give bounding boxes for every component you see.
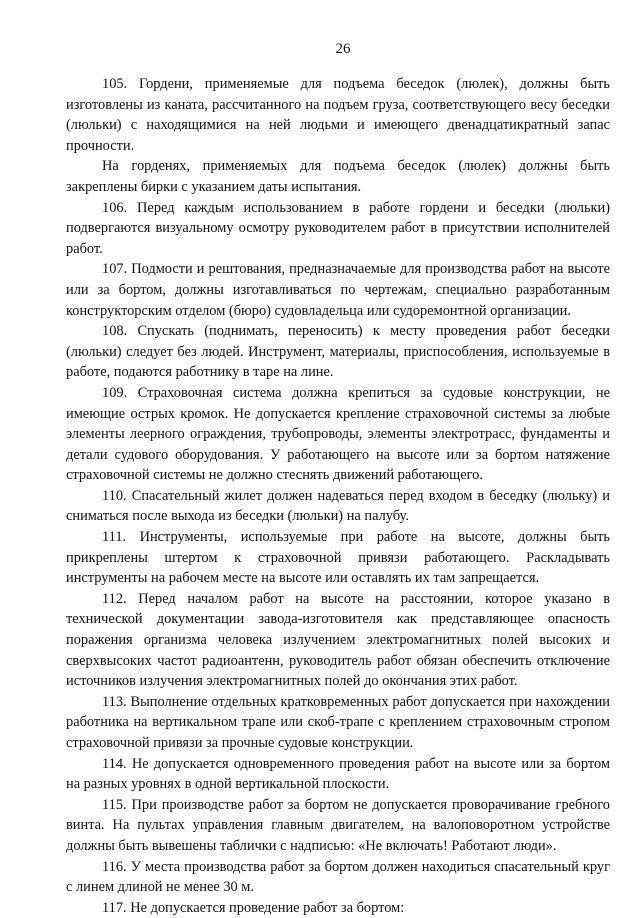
paragraph-115: 115. При производстве работ за бортом не допускается проворачивание гребного винта. На пультах управления главным двигателем, на валоповоротном устройстве должны быть вывешены таблички с надписью: «Не включать! Работают люди». [66, 796, 610, 854]
paragraph-116: 116. У места производства работ за бортом должен находиться спасательный круг с линем длиной не менее 30 м. [66, 858, 610, 896]
page-number: 26 [335, 41, 351, 57]
paragraph-107: 107. Подмости и рештования, предназначаемые для производства работ на высоте или за бортом, должны изготавливаться по чертежам, специально разработанным конструкторским отделом (бюро) судовладельца или судоремонтной организации. [66, 261, 610, 319]
paragraph-117: 117. Не допускается проведение работ за бортом: [102, 899, 405, 916]
paragraph-106: 106. Перед каждым использованием в работе гордени и беседки (люльки) подвергаются визуальному осмотру руководителем работ в присутствии исполнителей работ. [66, 199, 610, 257]
paragraph-113: 113. Выполнение отдельных кратковременных работ допускается при нахождении работника на вертикальном трапе или скоб-трапе с креплением страховочным стропом страховочной привязи за прочные судовые конструкции. [66, 693, 610, 751]
paragraph-110: 110. Спасательный жилет должен надеваться перед входом в беседку (люльку) и сниматься после выхода из беседки (люльки) на палубу. [66, 487, 610, 525]
paragraph-108: 108. Спускать (поднимать, переносить) к месту проведения работ беседки (люльки) следует без людей. Инструмент, материалы, приспособления, используемые в работе, подаются работнику в таре на лине. [66, 323, 610, 381]
paragraph-112: 112. Перед началом работ на высоте на расстоянии, которое указано в технической документации завода-изготовителя как представляющее опасность поражения организма человека излучением электромагнитных полей высоких и сверхвысоких частот радиоантенн, руководитель работ обязан обеспечить отключение источников излучения электромагнитных полей до окончания этих работ. [66, 590, 610, 690]
paragraph-111: 111. Инструменты, используемые при работе на высоте, должны быть прикреплены штертом к страховочной привязи работающего. Раскладывать инструменты на рабочем месте на высоте или оставлять их там запрещается. [66, 529, 610, 587]
paragraph-114: 114. Не допускается одновременного проведения работ на высоте или за бортом на разных уровнях в одной вертикальной плоскости. [66, 755, 610, 793]
paragraph-109: 109. Страховочная система должна крепиться за судовые конструкции, не имеющие острых кромок. Не допускается крепление страховочной системы за любые элементы леерного ограждения, трубопроводы, элементы электротрасс, фундаменты и детали судового оборудования. У работающего на высоте или за бортом натяжение страховочной системы не должно стеснять движений работающего. [66, 384, 610, 484]
paragraph-105-tags: На горденях, применяемых для подъема беседок (люлек) должны быть закреплены бирки с указанием даты испытания. [66, 158, 610, 195]
paragraph-105: 105. Гордени, применяемые для подъема беседок (люлек), должны быть изготовлены из каната, рассчитанного на подъем груза, соответствующего весу беседки (люльки) с находящимися на ней людьми и имеющего двенадцатикратный запас прочности. [66, 76, 610, 154]
